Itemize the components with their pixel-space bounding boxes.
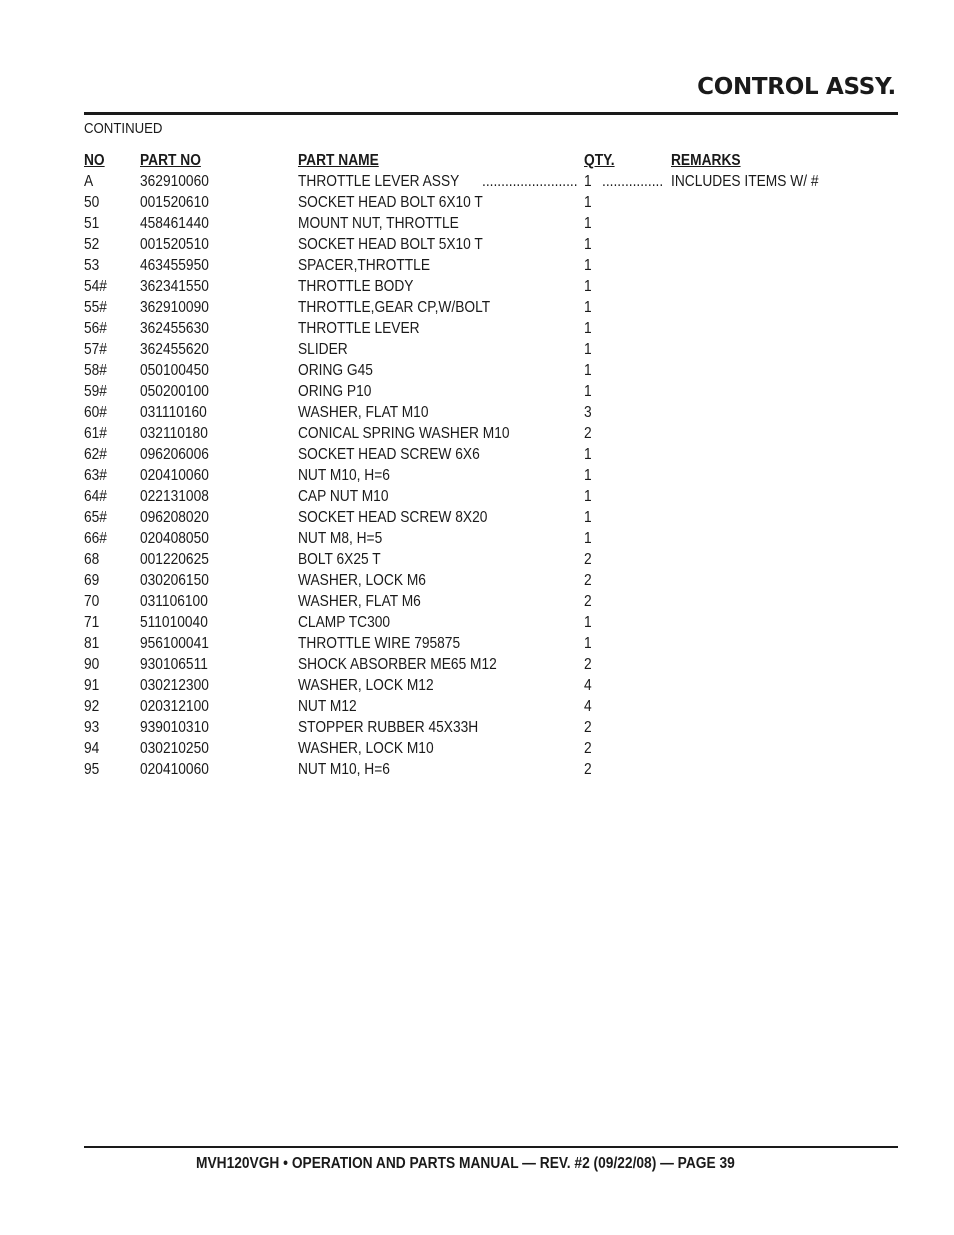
cell-qty: 2 — [584, 551, 592, 568]
cell-qty: 1 — [584, 446, 592, 463]
cell-part-name: SOCKET HEAD SCREW 8X20 — [298, 509, 488, 526]
cell-qty: 1 — [584, 215, 592, 232]
cell-qty: 1 — [584, 320, 592, 337]
cell-part-no: 362455620 — [140, 341, 209, 358]
cell-part-no: 001520610 — [140, 194, 209, 211]
cell-qty: 2 — [584, 572, 592, 589]
cell-part-no: 362341550 — [140, 278, 209, 295]
table-row — [84, 507, 898, 528]
cell-part-no: 939010310 — [140, 719, 209, 736]
cell-no: 52 — [84, 236, 100, 253]
cell-part-no: 050100450 — [140, 362, 209, 379]
cell-part-no: 030210250 — [140, 740, 209, 757]
cell-part-no: 362455630 — [140, 320, 209, 337]
table-row — [84, 444, 898, 465]
cell-no: 71 — [84, 614, 100, 631]
cell-no: 50 — [84, 194, 100, 211]
cell-part-no: 020410060 — [140, 761, 209, 778]
cell-no: 51 — [84, 215, 100, 232]
cell-part-name: NUT M10, H=6 — [298, 761, 390, 778]
cell-part-name: NUT M12 — [298, 698, 357, 715]
cell-no: 90 — [84, 656, 100, 673]
cell-no: 62# — [84, 446, 107, 463]
header-part-no: PART NO — [140, 152, 201, 169]
cell-part-name: SHOCK ABSORBER ME65 M12 — [298, 656, 497, 673]
table-row — [84, 255, 898, 276]
table-row — [84, 717, 898, 738]
cell-qty: 4 — [584, 698, 592, 715]
table-row — [84, 297, 898, 318]
header-part-name: PART NAME — [298, 152, 379, 169]
header-remarks: REMARKS — [671, 152, 741, 169]
table-row — [84, 654, 898, 675]
cell-part-name: THROTTLE LEVER ASSY — [298, 173, 460, 190]
cell-part-name: ORING G45 — [298, 362, 373, 379]
cell-part-name: WASHER, LOCK M10 — [298, 740, 434, 757]
cell-qty: 1 — [584, 278, 592, 295]
table-header — [84, 150, 898, 171]
cell-no: 56# — [84, 320, 107, 337]
cell-qty: 1 — [584, 341, 592, 358]
cell-no: 60# — [84, 404, 107, 421]
cell-qty: 1 — [584, 236, 592, 253]
cell-qty: 2 — [584, 719, 592, 736]
table-row — [84, 612, 898, 633]
cell-no: 63# — [84, 467, 107, 484]
table-row — [84, 486, 898, 507]
table-row — [84, 570, 898, 591]
cell-no: 70 — [84, 593, 100, 610]
dot-leader: ......................... — [482, 173, 578, 190]
cell-part-name: SOCKET HEAD BOLT 6X10 T — [298, 194, 483, 211]
table-row — [84, 402, 898, 423]
cell-qty: 2 — [584, 740, 592, 757]
cell-no: 81 — [84, 635, 100, 652]
cell-part-no: 020408050 — [140, 530, 209, 547]
cell-part-no: 463455950 — [140, 257, 209, 274]
cell-no: 57# — [84, 341, 107, 358]
cell-part-name: WASHER, LOCK M12 — [298, 677, 434, 694]
cell-part-name: SPACER,THROTTLE — [298, 257, 431, 274]
cell-part-name: STOPPER RUBBER 45X33H — [298, 719, 479, 736]
cell-part-no: 022131008 — [140, 488, 209, 505]
cell-no: 94 — [84, 740, 100, 757]
cell-qty: 4 — [584, 677, 592, 694]
table-row — [84, 759, 898, 780]
cell-no: 68 — [84, 551, 100, 568]
cell-part-no: 511010040 — [140, 614, 208, 631]
cell-no: 55# — [84, 299, 107, 316]
table-row — [84, 465, 898, 486]
table-row — [84, 234, 898, 255]
cell-no: 53 — [84, 257, 100, 274]
cell-part-no: 956100041 — [140, 635, 209, 652]
cell-remarks: INCLUDES ITEMS W/ # — [671, 173, 819, 190]
cell-qty: 1 — [584, 488, 592, 505]
cell-part-no: 001220625 — [140, 551, 209, 568]
table-row — [84, 675, 898, 696]
bottom-rule — [84, 1146, 898, 1148]
cell-part-name: CONICAL SPRING WASHER M10 — [298, 425, 510, 442]
cell-no: 93 — [84, 719, 100, 736]
cell-part-no: 020312100 — [140, 698, 209, 715]
cell-part-no: 458461440 — [140, 215, 209, 232]
table-row — [84, 318, 898, 339]
cell-qty: 1 — [584, 614, 592, 631]
table-row — [84, 360, 898, 381]
cell-no: 54# — [84, 278, 107, 295]
cell-qty: 2 — [584, 656, 592, 673]
cell-part-name: WASHER, FLAT M10 — [298, 404, 429, 421]
cell-part-name: SOCKET HEAD SCREW 6X6 — [298, 446, 480, 463]
cell-part-no: 050200100 — [140, 383, 209, 400]
cell-part-no: 001520510 — [140, 236, 209, 253]
dot-leader: ................ — [602, 173, 664, 190]
table-row — [84, 549, 898, 570]
cell-qty: 2 — [584, 593, 592, 610]
cell-part-no: 030206150 — [140, 572, 209, 589]
cell-qty: 2 — [584, 425, 592, 442]
cell-qty: 1 — [584, 299, 592, 316]
cell-part-name: SOCKET HEAD BOLT 5X10 T — [298, 236, 483, 253]
cell-part-name: THROTTLE LEVER — [298, 320, 420, 337]
cell-qty: 2 — [584, 761, 592, 778]
cell-qty: 1 — [584, 635, 592, 652]
cell-qty: 1 — [584, 383, 592, 400]
table-row — [84, 633, 898, 654]
cell-no: 59# — [84, 383, 107, 400]
cell-part-no: 031110160 — [140, 404, 207, 421]
cell-part-name: CAP NUT M10 — [298, 488, 389, 505]
cell-no: 69 — [84, 572, 100, 589]
cell-part-no: 362910060 — [140, 173, 209, 190]
cell-no: 65# — [84, 509, 107, 526]
cell-part-name: SLIDER — [298, 341, 348, 358]
cell-qty: 1 — [584, 194, 592, 211]
table-row — [84, 738, 898, 759]
table-row — [84, 381, 898, 402]
cell-part-no: 096206006 — [140, 446, 209, 463]
table-row — [84, 339, 898, 360]
cell-no: 58# — [84, 362, 107, 379]
cell-part-no: 030212300 — [140, 677, 209, 694]
continued-label: CONTINUED — [84, 120, 163, 137]
parts-table — [84, 150, 898, 780]
cell-no: 61# — [84, 425, 107, 442]
header-qty: QTY. — [584, 152, 615, 169]
cell-no: 92 — [84, 698, 100, 715]
cell-qty: 1 — [584, 530, 592, 547]
cell-qty: 1 — [584, 173, 592, 190]
cell-part-no: 362910090 — [140, 299, 209, 316]
cell-part-name: CLAMP TC300 — [298, 614, 391, 631]
cell-no: 95 — [84, 761, 100, 778]
cell-part-name: NUT M10, H=6 — [298, 467, 390, 484]
cell-no: 91 — [84, 677, 100, 694]
cell-part-no: 930106511 — [140, 656, 208, 673]
table-row — [84, 423, 898, 444]
cell-part-no: 096208020 — [140, 509, 209, 526]
cell-qty: 1 — [584, 509, 592, 526]
table-row — [84, 213, 898, 234]
table-row — [84, 528, 898, 549]
cell-part-name: WASHER, FLAT M6 — [298, 593, 421, 610]
table-row — [84, 276, 898, 297]
cell-qty: 3 — [584, 404, 592, 421]
cell-part-no: 032110180 — [140, 425, 208, 442]
cell-part-name: BOLT 6X25 T — [298, 551, 381, 568]
cell-qty: 1 — [584, 467, 592, 484]
cell-no: 66# — [84, 530, 107, 547]
table-row — [84, 192, 898, 213]
cell-part-name: ORING P10 — [298, 383, 372, 400]
page-footer: MVH120VGH • OPERATION AND PARTS MANUAL — REV. #2 (09/22/08) — PAGE 39 — [196, 1155, 735, 1172]
header-no: NO — [84, 152, 105, 169]
table-row — [84, 591, 898, 612]
cell-no: 64# — [84, 488, 107, 505]
table-row — [84, 171, 898, 192]
page-title: CONTROL ASSY. — [697, 74, 896, 100]
top-rule — [84, 112, 898, 115]
cell-part-name: THROTTLE BODY — [298, 278, 414, 295]
cell-part-name: THROTTLE WIRE 795875 — [298, 635, 461, 652]
cell-part-name: THROTTLE,GEAR CP,W/BOLT — [298, 299, 491, 316]
cell-qty: 1 — [584, 257, 592, 274]
cell-part-no: 020410060 — [140, 467, 209, 484]
cell-part-name: NUT M8, H=5 — [298, 530, 383, 547]
table-row — [84, 696, 898, 717]
cell-part-name: MOUNT NUT, THROTTLE — [298, 215, 459, 232]
cell-part-name: WASHER, LOCK M6 — [298, 572, 426, 589]
cell-qty: 1 — [584, 362, 592, 379]
cell-part-no: 031106100 — [140, 593, 208, 610]
cell-no: A — [84, 173, 94, 190]
